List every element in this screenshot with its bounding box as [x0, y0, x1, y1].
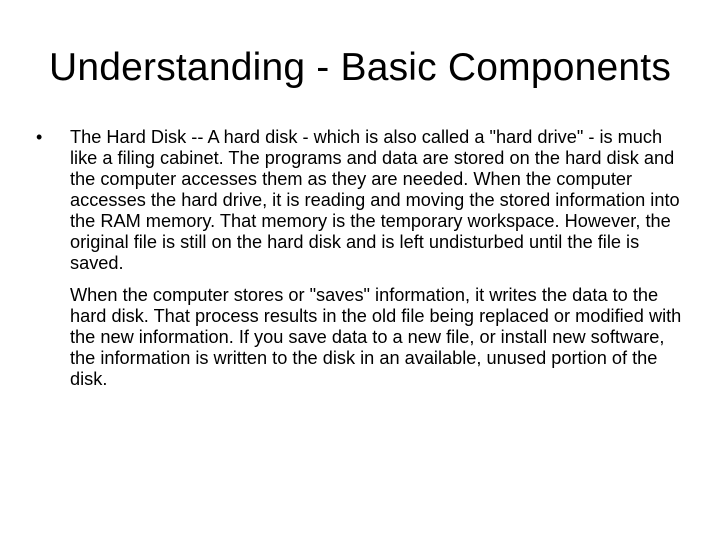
- slide-title: Understanding - Basic Components: [48, 46, 672, 89]
- bullet-item-hard-disk: [32, 127, 682, 390]
- bullet-paragraph-1-text: -- A hard disk - which is also called a "hard drive" - is much like a filing cabinet. The programs and data are stored on the hard disk and the computer accesses them as they are needed. When the computer accesses the hard drive, it is reading and moving the stored information into the RAM memory. That memory is the temporary workspace. However, the original file is still on the hard disk and is left undisturbed until the file is saved.: [70, 127, 680, 273]
- slide-body: [32, 127, 682, 390]
- bullet-paragraph-2: When the computer stores or "saves" information, it writes the data to the hard disk. That process results in the old file being replaced or modified with the new information. If you save data to a new file, or install new software, the information is written to the disk in an available, unused portion of the disk.: [70, 285, 682, 389]
- bullet-term: The Hard Disk: [70, 127, 187, 147]
- bullet-icon: •: [36, 127, 43, 147]
- bullet-paragraph-1: [70, 127, 682, 274]
